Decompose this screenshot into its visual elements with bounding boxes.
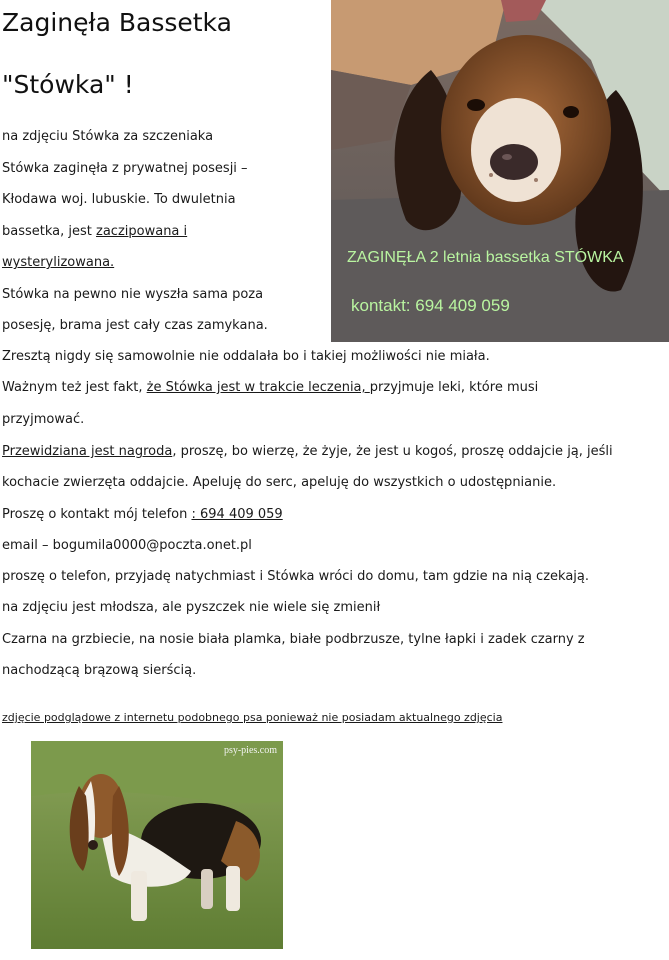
text-line (2, 444, 613, 459)
text-line: wysterylizowana. (2, 255, 115, 270)
photo-caption-contact: kontakt: 694 409 059 (351, 296, 510, 315)
adult-basset-illustration (31, 741, 283, 949)
text-line (2, 224, 187, 239)
title-line-1: Zaginęła Bassetka (2, 8, 232, 37)
text-line: Czarna na grzbiecie, na nosie biała plamka, białe podbrzusze, tylne łapki i zadek czarny z (2, 632, 585, 647)
text-line: nachodzącą brązową sierścią. (2, 663, 197, 678)
phone-number: : 694 409 059 (191, 507, 283, 522)
text-line: na zdjęciu Stówka za szczeniaka (2, 129, 214, 144)
text-segment: Proszę o kontakt mój telefon (2, 507, 192, 522)
text-line: proszę o telefon, przyjadę natychmiast i Stówka wróci do domu, tam gdzie na nią czekają. (2, 569, 590, 584)
text-line: Kłodawa woj. lubuskie. To dwuletnia (2, 192, 236, 207)
text-line: kochacie zwierzęta oddajcie. Apeluję do serc, apeluję do wszystkich o udostępnianie. (2, 475, 557, 490)
text-line: Stówka na pewno nie wyszła sama poza (2, 287, 264, 302)
photo-watermark: psy-pies.com (223, 745, 277, 756)
text-segment: przyjmuje leki, które musi (369, 380, 539, 395)
text-segment: bassetka, jest (2, 224, 97, 239)
text-line: posesję, brama jest cały czas zamykana. (2, 318, 268, 333)
text-line: na zdjęciu jest młodsza, ale pyszczek nie wiele się zmienił (2, 600, 381, 615)
text-line: przyjmować. (2, 412, 85, 427)
title-line-2: "Stówka" ! (2, 70, 134, 99)
text-line (2, 380, 538, 395)
text-line: Stówka zaginęła z prywatnej posesji – (2, 161, 248, 176)
text-segment-underlined: zaczipowana i (96, 224, 188, 239)
photo-note: zdjęcie podglądowe z internetu podobnego psa ponieważ nie posiadam aktualnego zdjęcia (2, 711, 503, 724)
photo-caption-main: ZAGINĘŁA 2 letnia bassetka STÓWKA (347, 249, 624, 266)
adult-dog-photo (31, 741, 283, 949)
text-line: Zresztą nigdy się samowolnie nie oddalała bo i takiej możliwości nie miała. (2, 349, 490, 364)
email-line: email – bogumila0000@poczta.onet.pl (2, 538, 252, 553)
puppy-illustration (331, 0, 669, 342)
text-segment-underlined: że Stówka jest w trakcie leczenia, (146, 380, 370, 395)
puppy-photo (331, 0, 669, 342)
text-segment: , proszę, bo wierzę, że żyje, że jest u kogoś, proszę oddajcie ją, jeśli (172, 444, 613, 459)
text-line (2, 507, 283, 522)
reward-text: Przewidziana jest nagroda (2, 444, 173, 459)
text-segment: Ważnym też jest fakt, (2, 380, 147, 395)
